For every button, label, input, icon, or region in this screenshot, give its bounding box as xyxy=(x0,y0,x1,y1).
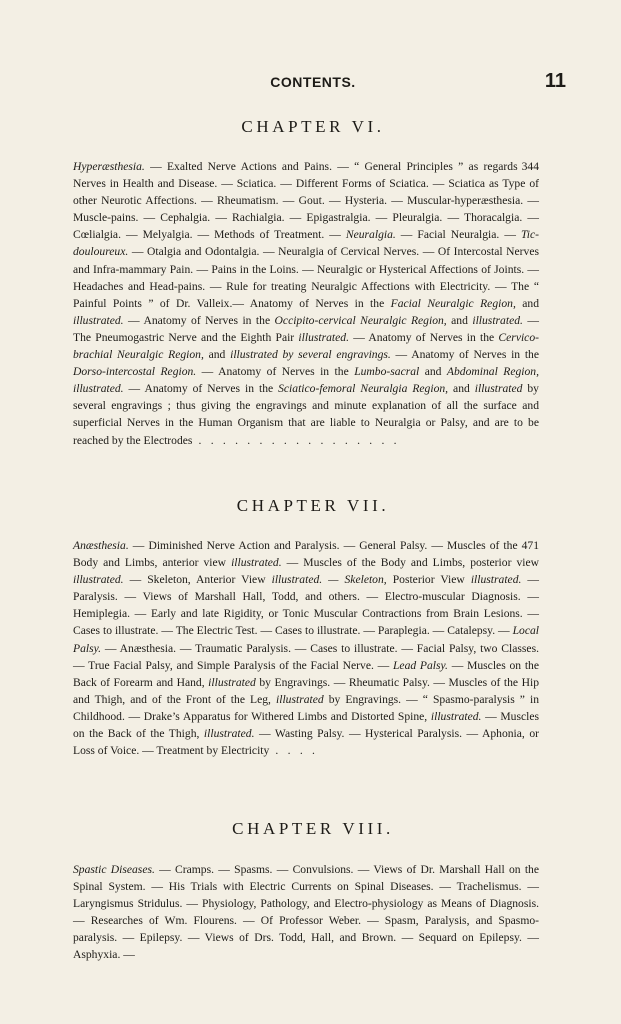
text-run: — Paralysis. — Views of Marshall Hall, Todd, and others. — Electro-muscular Diagnosis. — Hemiplegia. — Early and late Rigidity, or Tonic Muscular Contractions from Brain Lesions. — Cases to illustrate. — The Electric Test. — Cases to illustrate. — Paraplegia. — Catalepsy. — xyxy=(73,573,540,638)
text-run: and xyxy=(446,313,473,327)
text-run: — Anatomy of Nerves in the xyxy=(196,365,355,379)
chapter-heading: CHAPTER VII. xyxy=(236,496,390,515)
italic-text: Neuralgia. xyxy=(345,228,396,242)
text-run: and xyxy=(448,382,475,396)
text-run: by several engravings ; thus giving the engravings and minute explanation of all the surface and superficial Nerves in the Human Organism that are liable to Neuralgia or Palsy, and are to be reached by the Electrodes xyxy=(73,382,539,447)
italic-text: Lumbo-sacral xyxy=(354,365,420,379)
italic-text: illustrated. xyxy=(73,573,124,587)
italic-text: illustrated xyxy=(276,692,324,706)
italic-text: illustrated. — Skeleton, xyxy=(271,573,387,587)
chapter-summary xyxy=(73,537,539,759)
italic-text: illustrated. xyxy=(472,313,523,327)
italic-text: Facial Neuralgic Region, xyxy=(390,296,516,310)
italic-text: Anæsthesia. xyxy=(73,539,129,552)
italic-text: illustrated. xyxy=(430,709,482,723)
italic-text: Sciatico-femoral Neuralgia Region, xyxy=(278,382,449,396)
italic-text: illustrated. xyxy=(231,556,282,570)
running-title: CONTENTS. xyxy=(270,74,356,90)
text-run: by Engravings. — Rheumatic Palsy. — Muscles of the Hip and Thigh, and of the Front of the Leg, xyxy=(73,675,539,706)
italic-text: illustrated by several engravings. xyxy=(230,348,391,362)
page-number: 11 xyxy=(544,70,566,92)
text-run: — Diminished Nerve Action and Paralysis. — General Palsy. — Muscles of the Body and Limbs, anterior view xyxy=(73,539,518,570)
text-run: — Muscles on the Back of the Thigh, xyxy=(73,709,539,741)
italic-text: Lead Palsy. xyxy=(392,658,448,672)
text-run: — Cramps. — Spasms. — Convulsions. — Views of Dr. Marshall Hall on the Spinal System. — His Trials with Electric Currents on Spinal Diseases. — Trachelismus. — Laryngismus Stridulus. — Physiology, Pathology, and Electro-physiology as Means of Diagnosis. — Researches of Wm. Flourens. — Of Professor Weber. — Spasm, Paralysis, and Spasmo-paralysis. — Epilepsy. — Views of Drs. Todd, Hall, and Brown. — Sequard on Epilepsy. — Asphyxia. — xyxy=(73,863,539,962)
italic-text: Cervico-brachial Neuralgic Region, xyxy=(73,330,539,362)
italic-text: Spastic Diseases. xyxy=(73,863,155,876)
text-run: and xyxy=(203,348,231,362)
italic-text: Tic-douloureux. xyxy=(73,228,539,259)
italic-text: Hyperæsthesia. xyxy=(73,160,145,173)
text-run: — Skeleton, Anterior View xyxy=(123,573,272,587)
italic-text: Dorso-intercostal Region. xyxy=(73,365,197,379)
text-run: — Muscles on the Back of Forearm and Hand, xyxy=(73,658,539,689)
running-head xyxy=(60,70,566,94)
text-run: — Exalted Nerve Actions and Pains. — “ General Principles ” as regards Nerves in Health and Disease. — Sciatica. — Different Forms of Sciatica. — Sciatica as Type of other Neurotic Affections. — Rheumatism. — Gout. — Hysteria. — Muscular-hyperæsthesia. — Muscle-pains. — Cephalgia. — Rachialgia. — Epigastralgia. — Pleuralgia. — Thoracalgia. — Cœlialgia. — Melyalgia. — Methods of Treatment. — xyxy=(73,160,539,242)
text-run: — Anatomy of Nerves in the xyxy=(123,313,275,327)
page-reference: 471 xyxy=(521,539,539,552)
text-run: — Muscles of the Body and Limbs, posterior view xyxy=(281,556,539,570)
italic-text: illustrated. xyxy=(73,313,124,327)
italic-text: illustrated. xyxy=(203,727,255,741)
italic-text: illustrated xyxy=(474,382,523,396)
chapter-heading: CHAPTER VI. xyxy=(241,117,385,136)
text-run: and xyxy=(419,365,447,379)
dot-leaders: . . . . . . . . . . . . . . . . . xyxy=(192,433,400,447)
text-run: by Engravings. — “ Spasmo-paralysis ” in Childhood. — Drake’s Apparatus for Withered Limbs and Distorted Spine, xyxy=(73,692,540,723)
italic-text: illustrated. xyxy=(470,573,522,587)
text-run: and xyxy=(515,296,539,310)
italic-text: Local Palsy. xyxy=(73,624,539,655)
italic-text: illustrated. xyxy=(298,330,349,344)
italic-text: illustrated xyxy=(208,675,256,689)
text-run: — The Pneumogastric Nerve and the Eighth Pair xyxy=(73,313,539,344)
text-run: — Wasting Palsy. — Hysterical Paralysis. — Aphonia, or Loss of Voice. — Treatment by Electricity xyxy=(73,727,539,758)
italic-text: Abdominal Region, illustrated. xyxy=(73,365,539,396)
text-run: — Anatomy of Nerves in the xyxy=(348,330,499,344)
italic-text: Occipito-cervical Neuralgic Region, xyxy=(274,313,447,327)
text-run: — Facial Neuralgia. — xyxy=(395,228,521,242)
text-run: — Anæsthesia. — Traumatic Paralysis. — Cases to illustrate. — Facial Palsy, two Classes. — True Facial Palsy, and Simple Paralysis of the Facial Nerve. — xyxy=(73,641,539,672)
chapter-summary xyxy=(73,158,539,449)
dot-leaders: . . . . xyxy=(269,744,319,758)
text-run: — Anatomy of Nerves in the xyxy=(390,348,539,362)
chapter-summary xyxy=(73,861,539,964)
text-run: Posterior View xyxy=(386,573,471,587)
text-run: — Anatomy of Nerves in the xyxy=(123,382,279,396)
text-run: — Otalgia and Odontalgia. — Neuralgia of Cervical Nerves. — Of Intercostal Nerves and Infra-mammary Pain. — Pains in the Loins. — Neuralgic or Hysterical Affections of Joints. — Headaches and Head-pains. — Rule for treating Neuralgic Affections with Electricity. — The “ Painful Points ” of Dr. Valleix.— Anatomy of Nerves in the xyxy=(73,245,539,310)
page-reference: 344 xyxy=(521,160,539,173)
chapter-heading: CHAPTER VIII. xyxy=(232,819,394,838)
